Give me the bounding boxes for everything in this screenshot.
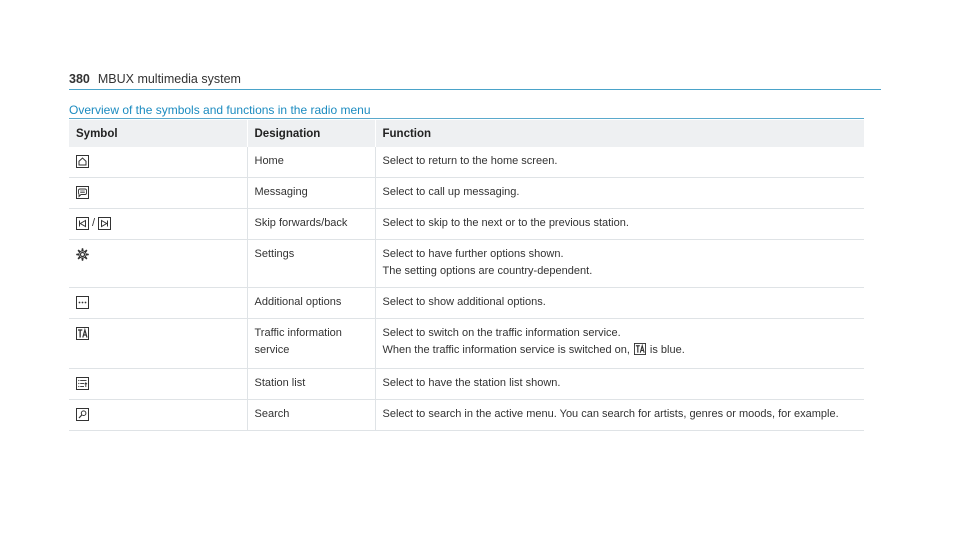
skip-back-icon (76, 217, 89, 230)
page-header-title: MBUX multimedia system (97, 72, 241, 86)
designation-cell: Home (247, 147, 375, 178)
table-row (69, 178, 864, 209)
page-number: 380 (69, 72, 90, 86)
symbol-cell (69, 319, 247, 369)
message-icon (76, 186, 89, 199)
symbol-cell (69, 240, 247, 288)
symbol-cell (69, 209, 247, 240)
designation-cell: Additional options (247, 288, 375, 319)
column-header-function: Function (375, 120, 864, 147)
function-cell (375, 147, 864, 178)
designation-cell: Traffic information service (247, 319, 375, 369)
search-icon (76, 408, 89, 421)
gear-icon (76, 248, 89, 261)
table-header-row (69, 120, 864, 147)
skip-separator: / (92, 217, 96, 229)
function-text: Select to call up messaging. (382, 186, 520, 198)
table-row (69, 319, 864, 369)
function-text: Select to skip to the next or to the previous station. (382, 217, 629, 229)
table-row (69, 369, 864, 400)
table-row (69, 288, 864, 319)
station-list-icon (76, 377, 89, 390)
function-cell (375, 319, 864, 369)
function-text: Select to return to the home screen. (382, 155, 558, 167)
traffic-info-icon (76, 327, 89, 340)
symbol-cell (69, 288, 247, 319)
function-note-before: When the traffic information service is switched on, (382, 344, 630, 357)
symbols-table (69, 120, 864, 431)
function-note (383, 342, 858, 361)
header-divider (69, 89, 881, 90)
table-row (69, 147, 864, 178)
function-text: Select to search in the active menu. You can search for artists, genres or moods, for example. (382, 408, 839, 421)
symbol-cell (69, 400, 247, 431)
more-options-icon (76, 296, 89, 309)
page-header (69, 72, 881, 86)
function-text: Select to have the station list shown. (382, 377, 561, 390)
function-cell (375, 369, 864, 400)
function-cell (375, 240, 864, 288)
function-text: Select to have further options shown. (382, 248, 564, 261)
symbol-cell (69, 369, 247, 400)
function-cell (375, 209, 864, 240)
symbol-cell (69, 147, 247, 178)
home-icon (76, 155, 89, 168)
designation-cell: Search (247, 400, 375, 431)
function-cell (375, 400, 864, 431)
table-row (69, 400, 864, 431)
function-cell (375, 178, 864, 209)
table-row (69, 240, 864, 288)
column-header-symbol: Symbol (69, 120, 247, 147)
table-row (69, 209, 864, 240)
traffic-info-icon (634, 343, 646, 361)
section-title-underline (69, 118, 864, 119)
designation-cell: Skip forwards/back (247, 209, 375, 240)
section-title: Overview of the symbols and functions in the radio menu (69, 103, 371, 117)
designation-cell: Messaging (247, 178, 375, 209)
skip-forward-icon (98, 217, 111, 230)
function-note: The setting options are country-dependent. (382, 265, 593, 278)
function-cell (375, 288, 864, 319)
function-note-after: is blue. (649, 344, 685, 357)
designation-cell: Settings (247, 240, 375, 288)
function-text: Select to show additional options. (382, 296, 546, 309)
designation-cell: Station list (247, 369, 375, 400)
symbol-cell (69, 178, 247, 209)
function-text: Select to switch on the traffic information service. (382, 327, 621, 340)
column-header-designation: Designation (247, 120, 375, 147)
